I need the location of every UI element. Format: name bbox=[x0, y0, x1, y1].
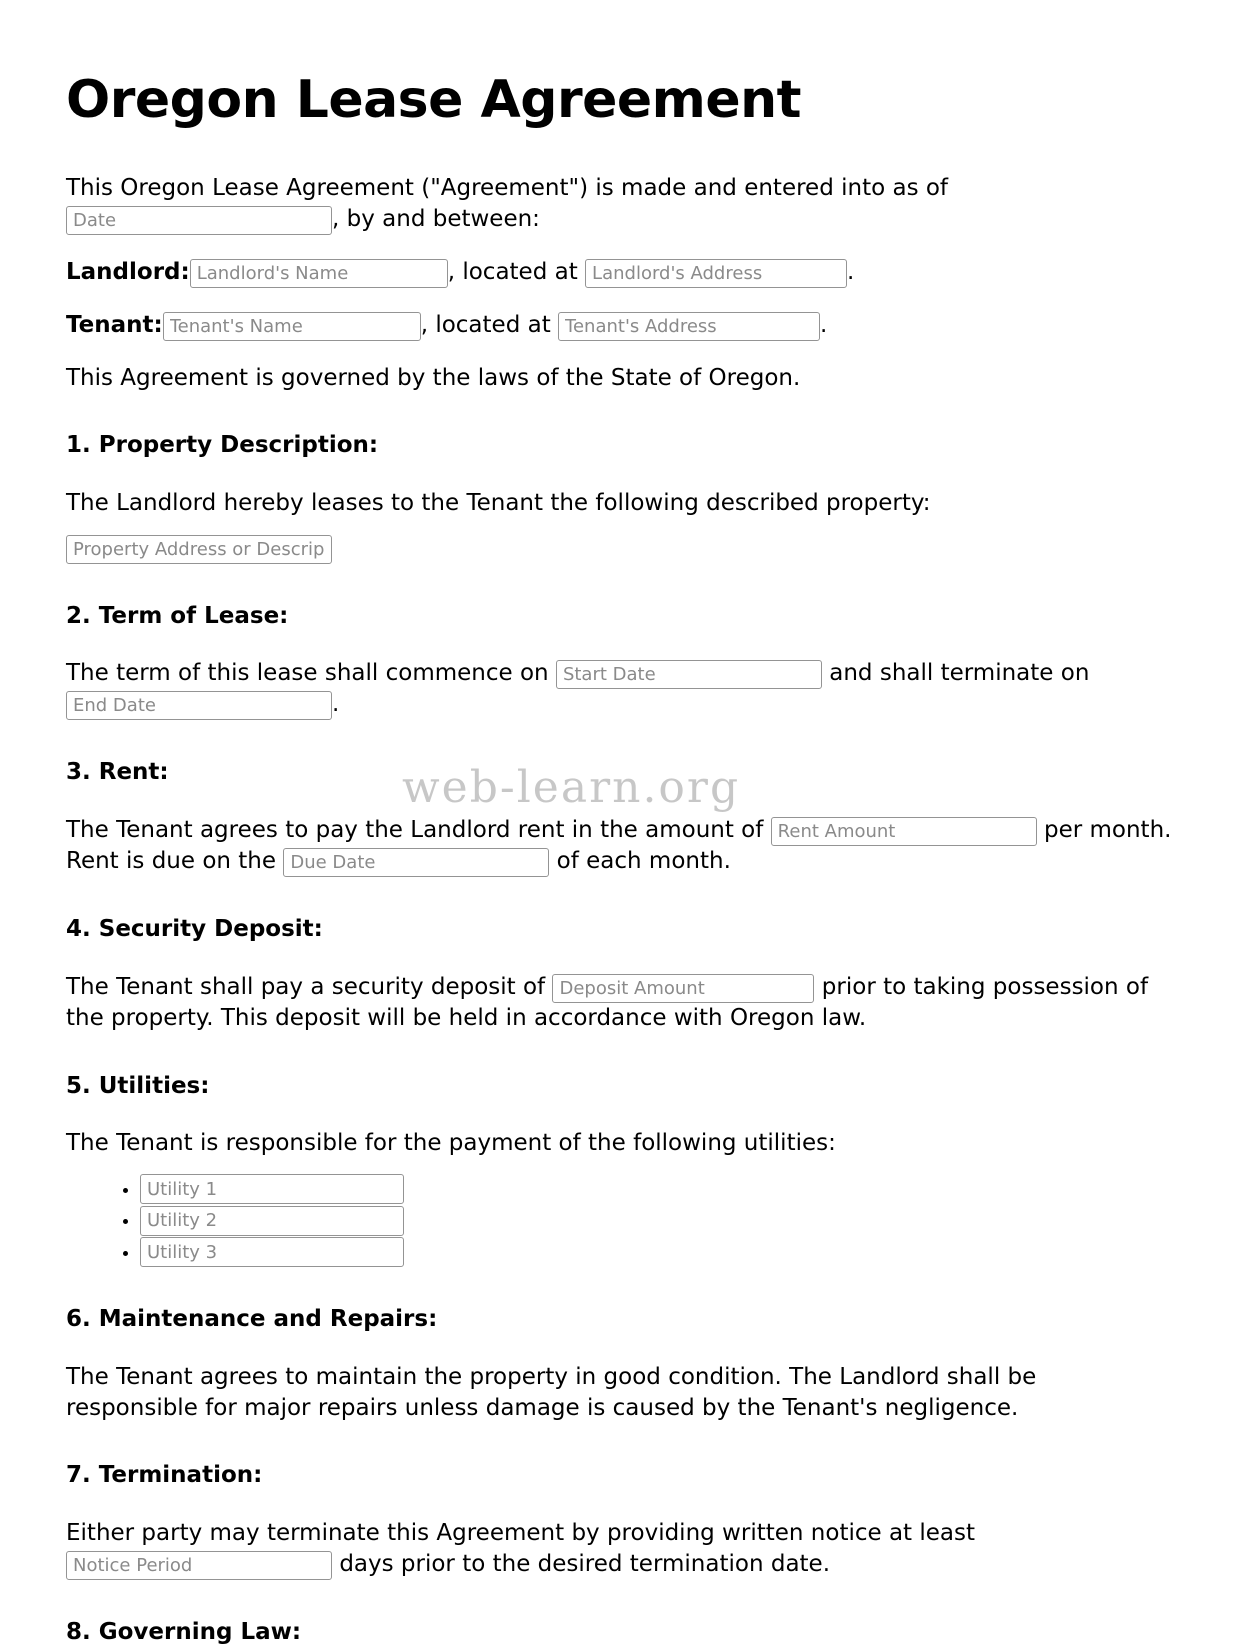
deposit-text-before: The Tenant shall pay a security deposit of bbox=[66, 973, 546, 1000]
property-input-row bbox=[66, 533, 1173, 564]
section-heading-term: 2. Term of Lease: bbox=[66, 602, 289, 629]
deposit-text-after: prior to taking possession of the property. This deposit will be held in accordance with Oregon law. bbox=[66, 973, 1149, 1031]
landlord-paragraph bbox=[66, 257, 1173, 288]
term-paragraph bbox=[66, 658, 1173, 720]
tenant-address-input[interactable] bbox=[558, 312, 820, 341]
section-heading-rent: 3. Rent: bbox=[66, 759, 169, 786]
tenant-period: . bbox=[820, 311, 828, 338]
section-heading-termination: 7. Termination: bbox=[66, 1462, 263, 1489]
list-item bbox=[140, 1236, 1173, 1268]
section-heading-maintenance: 6. Maintenance and Repairs: bbox=[66, 1306, 438, 1333]
maintenance-text: The Tenant agrees to maintain the property in good condition. The Landlord shall be responsible for major repairs unless damage is caused by the Tenant's negligence. bbox=[66, 1364, 1037, 1421]
deposit-amount-input[interactable] bbox=[552, 974, 814, 1003]
tenant-located-text: , located at bbox=[420, 311, 551, 338]
landlord-name-input[interactable] bbox=[190, 259, 448, 288]
utility-2-input[interactable] bbox=[140, 1206, 404, 1236]
rent-paragraph bbox=[66, 815, 1173, 877]
notice-period-input[interactable] bbox=[66, 1551, 332, 1580]
site-watermark: web-learn.org bbox=[402, 762, 741, 813]
section-heading-deposit: 4. Security Deposit: bbox=[66, 916, 323, 943]
term-text-before: The term of this lease shall commence on bbox=[66, 660, 549, 687]
intro-lead-text: This Oregon Lease Agreement ("Agreement") is made and entered into as of bbox=[66, 175, 949, 202]
termination-paragraph bbox=[66, 1518, 1173, 1580]
intro-after-date-text: , by and between: bbox=[332, 205, 540, 232]
list-item bbox=[140, 1204, 1173, 1236]
landlord-label: Landlord: bbox=[66, 258, 190, 285]
utility-1-input[interactable] bbox=[140, 1174, 404, 1204]
page-title: Oregon Lease Agreement bbox=[66, 70, 801, 130]
utility-3-input[interactable] bbox=[140, 1237, 404, 1267]
utilities-list bbox=[66, 1173, 1173, 1268]
landlord-address-input[interactable] bbox=[585, 259, 847, 288]
deposit-paragraph bbox=[66, 972, 1173, 1034]
date-input[interactable] bbox=[66, 206, 332, 235]
termination-text-after: days prior to the desired termination date. bbox=[339, 1550, 831, 1577]
tenant-label: Tenant: bbox=[66, 311, 163, 338]
list-item bbox=[140, 1173, 1173, 1205]
section-heading-property: 1. Property Description: bbox=[66, 432, 379, 459]
property-description-text: The Landlord hereby leases to the Tenant the following described property: bbox=[66, 490, 931, 517]
property-address-input[interactable] bbox=[66, 535, 332, 564]
tenant-paragraph bbox=[66, 310, 1173, 341]
landlord-located-text: , located at bbox=[447, 258, 578, 285]
rent-amount-input[interactable] bbox=[771, 817, 1037, 846]
landlord-period: . bbox=[847, 258, 855, 285]
termination-text-before: Either party may terminate this Agreement by providing written notice at least bbox=[66, 1519, 976, 1546]
utilities-text: The Tenant is responsible for the payment of the following utilities: bbox=[66, 1130, 836, 1157]
rent-text-middle: per month. Rent is due on the bbox=[66, 817, 1172, 875]
term-text-after: . bbox=[332, 691, 340, 718]
governing-state-text: This Agreement is governed by the laws of the State of Oregon. bbox=[66, 364, 801, 391]
section-heading-governing-law: 8. Governing Law: bbox=[66, 1618, 302, 1645]
tenant-name-input[interactable] bbox=[163, 312, 421, 341]
end-date-input[interactable] bbox=[66, 691, 332, 720]
rent-text-after: of each month. bbox=[556, 848, 731, 875]
start-date-input[interactable] bbox=[556, 660, 822, 689]
rent-text-before: The Tenant agrees to pay the Landlord rent in the amount of bbox=[66, 817, 764, 844]
section-heading-utilities: 5. Utilities: bbox=[66, 1072, 210, 1099]
term-text-middle: and shall terminate on bbox=[829, 660, 1090, 687]
intro-paragraph bbox=[66, 173, 1173, 235]
due-date-input[interactable] bbox=[283, 848, 549, 877]
